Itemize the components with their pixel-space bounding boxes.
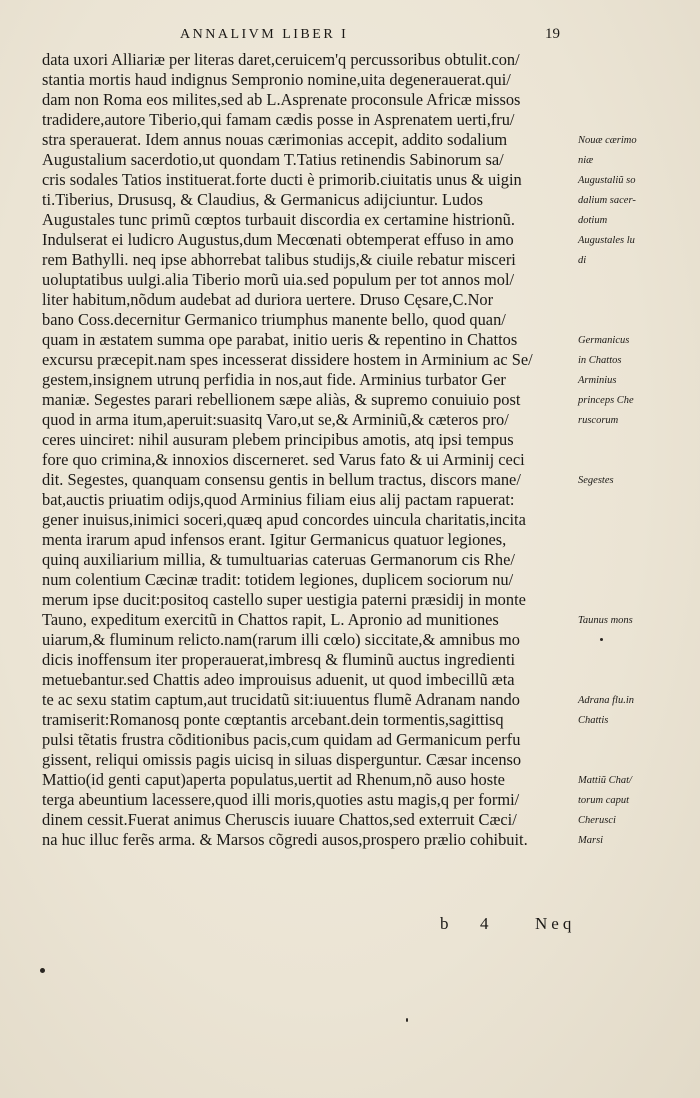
text-line: quinq auxiliarium millia, & tumultuarias cateruas Germanorum cis Rhe/	[42, 550, 515, 569]
text-line: metuebantur.sed Chattis adeo improuisus aduenit, ut quod imbecillũ æta	[42, 670, 515, 689]
margin-note: Adrana flu.in	[578, 695, 635, 706]
text-line: te ac sexu statim captum,aut trucidatũ sit:iuuentus flumẽ Adranam nando	[42, 690, 520, 709]
text-line: num colentium Cæcinæ tradit: totidem legiones, duplicem sociorum nu/	[42, 570, 514, 589]
text-line: terga abeuntium lacessere,quod illi moris,quoties astu magis,q per formi/	[42, 790, 520, 809]
text-line: liter habitum,nõdum audebat ad duriora uertere. Druso Cęsare,C.Nor	[42, 290, 494, 309]
text-line: tramiserit:Romanosq ponte cœptantis arcebant.dein tormentis,sagittisq	[42, 710, 504, 729]
text-line: bat,auctis priuatim odijs,quod Arminius filiam eius alij pactam rapuerat:	[42, 490, 515, 509]
margin-note: Germanicus	[578, 335, 630, 346]
text-line: gener inuisus,inimici soceri,quæq apud concordes uincula charitatis,incita	[42, 510, 526, 529]
text-line: uiarum,& fluminum relicto.nam(rarum illi cœlo) siccitate,& amnibus mo	[42, 630, 520, 649]
ink-spot	[406, 1018, 408, 1022]
text-line: stra sperauerat. Idem annus nouas cærimonias accepit, addito sodalium	[42, 130, 508, 149]
running-head	[180, 26, 580, 43]
text-line: quam in æstatem summa ope parabat, initio ueris & repentino in Chattos	[42, 330, 518, 349]
margin-note: Nouæ cærimo	[578, 135, 637, 146]
text-line: na huc illuc ferẽs arma. & Marsos cõgredi ausos,prospero prælio cohibuit.	[42, 830, 528, 849]
main-text-block	[42, 50, 582, 850]
margin-note: dotium	[578, 215, 608, 226]
text-line: maniæ. Segestes parari rebellionem sæpe aliàs, & supremo conuiuio post	[42, 390, 521, 409]
text-line: dam non Roma eos milites,sed ab L.Asprenate proconsule Africæ missos	[42, 90, 521, 109]
text-line: gissent, reliqui omissis pagis uicisq in siluas disperguntur. Cæsar incenso	[42, 750, 522, 769]
text-line: Augustalium sacerdotio,ut quondam T.Tatius retinendis Sabinorum sa/	[42, 150, 504, 169]
margin-note: niæ	[578, 155, 594, 166]
margin-note: Marsi	[578, 835, 604, 846]
margin-note: Cherusci	[578, 815, 616, 826]
margin-note: ruscorum	[578, 415, 619, 426]
catchword: Neq	[535, 914, 576, 933]
running-head-title: ANNALIVM LIBER I	[180, 27, 349, 42]
margin-note: Augustales lu	[578, 235, 635, 246]
page-number: 19	[545, 26, 560, 42]
text-line: Tauno, expeditum exercitũ in Chattos rapit, L. Apronio ad munitiones	[42, 610, 499, 629]
margin-note: in Chattos	[578, 355, 622, 366]
text-line: rem Bathylli. neq ipse abhorrebat talibus studijs,& ciuile rebatur misceri	[42, 250, 516, 269]
text-line: Augustales tunc primũ cœptos turbauit discordia ex certamine histrionũ.	[42, 210, 515, 229]
text-line: cris sodales Tatios instituerat.forte ducti è primorib.ciuitatis unus & uigin	[42, 170, 522, 189]
margin-note: Augustaliũ so	[578, 175, 636, 186]
text-line: data uxori Alliariæ per literas daret,ceruicem'q percussoribus obtulit.con/	[42, 50, 520, 69]
ink-spot	[40, 968, 45, 973]
margin-note: di	[578, 255, 587, 266]
signature-line	[440, 914, 600, 934]
text-line: bano Coss.decernitur Germanico triumphus manente bello, quod quan/	[42, 310, 506, 329]
margin-note: Mattiũ Chat/	[578, 775, 632, 786]
signature-number: 4	[480, 914, 493, 933]
text-line: quod in arma itum,aperuit:suasitq Varo,ut se,& Arminiũ,& cæteros pro/	[42, 410, 509, 429]
text-line: dinem cessit.Fuerat animus Cheruscis iuuare Chattos,sed exterruit Cæci/	[42, 810, 517, 829]
text-line: dicis inoffensum iter properauerat,imbresq & fluminũ auctus ingredienti	[42, 650, 516, 669]
text-line: gestem,insignem utrunq perfidia in nos,aut fide. Arminius turbator Ger	[42, 370, 506, 389]
text-line: ti.Tiberius, Drususq, & Claudius, & Germanicus adijciuntur. Ludos	[42, 190, 484, 209]
signature-mark: b	[440, 914, 453, 933]
margin-note: Taunus mons	[578, 615, 633, 626]
text-line: fore quo crimina,& innoxios discerneret. sed Varus fato & ui Arminij ceci	[42, 450, 525, 469]
text-line: menta irarum apud infensos erant. Igitur Germanicus quatuor legiones,	[42, 530, 507, 549]
text-line: excursu præcepit.nam spes incesserat dissidere hostem in Arminium ac Se/	[42, 350, 533, 369]
text-line: Indulserat ei ludicro Augustus,dum Mecœnati obtemperat effuso in amo	[42, 230, 514, 249]
ink-spot	[600, 638, 603, 641]
text-line: dit. Segestes, quanquam consensu gentis in bellum tractus, discors mane/	[42, 470, 521, 489]
text-line: stantia mortis haud indignus Sempronio nomine,uita degenerauerat.qui/	[42, 70, 511, 89]
margin-note: Chattis	[578, 715, 609, 726]
margin-note: princeps Che	[578, 395, 634, 406]
text-line: pulsi tẽtatis frustra cõditionibus pacis,cum quidam ad Germanicum perfu	[42, 730, 521, 749]
margin-note: dalium sacer-	[578, 195, 636, 206]
text-line: uoluptatibus uulgi.alia Tiberio morũ uia.sed populum per tot annos mol/	[42, 270, 515, 289]
text-line: Mattio(id genti caput)aperta populatus,uertit ad Rhenum,nõ auso hoste	[42, 770, 505, 789]
text-line: merum ipse ducit:positoq castello super uestigia paterni præsidij in monte	[42, 590, 526, 609]
text-line: ceres uinciret: nihil ausuram plebem principibus amotis, atq ipsi tempus	[42, 430, 514, 449]
margin-note: torum caput	[578, 795, 630, 806]
margin-note: Arminius	[578, 375, 617, 386]
text-line: tradidere,autore Tiberio,qui famam cædis posse in Asprenatem uerti,fru/	[42, 110, 515, 129]
margin-note: Segestes	[578, 475, 614, 486]
